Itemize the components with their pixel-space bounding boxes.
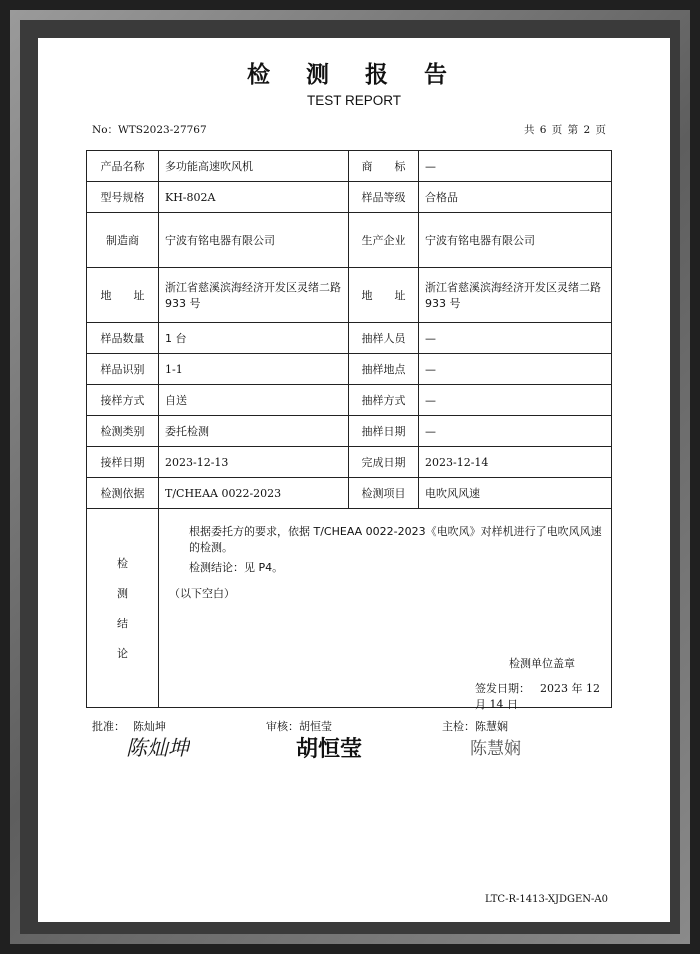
reviewer-name: 胡恒莹 <box>299 720 332 733</box>
label-cell: 样品等级 <box>349 182 419 213</box>
value-cell: 自送 <box>159 385 349 416</box>
value-cell: — <box>419 354 612 385</box>
label-cell: 型号规格 <box>87 182 159 213</box>
value-cell: 浙江省慈溪滨海经济开发区灵绪二路 933 号 <box>419 268 612 323</box>
document-code: LTC-R-1413-XJDGEN-A0 <box>484 894 608 905</box>
conclusion-basis-text: 根据委托方的要求，依据 T/CHEAA 0022-2023《电吹风》对样机进行了电吹风风速的检测。 <box>189 525 602 554</box>
table-row <box>87 447 612 478</box>
conclusion-label-char: 测 <box>117 587 128 600</box>
label-cell: 接样方式 <box>87 385 159 416</box>
conclusion-label-char: 结 <box>117 617 128 630</box>
value-cell: 2023-12-14 <box>419 447 612 478</box>
table-row <box>87 416 612 447</box>
report-title-cn: 检 测 报 告 <box>246 62 462 88</box>
conclusion-label-char: 论 <box>117 647 128 660</box>
value-cell: — <box>419 416 612 447</box>
label-cell: 地 址 <box>87 268 159 323</box>
label-cell: 制造商 <box>87 213 159 268</box>
value-cell: 合格品 <box>419 182 612 213</box>
label-cell: 样品识别 <box>87 354 159 385</box>
table-row <box>87 213 612 268</box>
approver-signature <box>124 732 190 762</box>
value-cell: T/CHEAA 0022-2023 <box>159 478 349 509</box>
blank-below-note: （以下空白） <box>169 587 235 600</box>
label-cell: 检测类别 <box>87 416 159 447</box>
label-cell: 抽样日期 <box>349 416 419 447</box>
value-cell: 1-1 <box>159 354 349 385</box>
label-cell: 抽样人员 <box>349 323 419 354</box>
issue-date <box>475 680 611 712</box>
label-cell: 抽样地点 <box>349 354 419 385</box>
report-number: No：WTS2023-27767 <box>92 124 207 136</box>
label-cell: 检测依据 <box>87 478 159 509</box>
conclusion-label-char: 检 <box>117 557 128 570</box>
label-cell: 地 址 <box>349 268 419 323</box>
report-table <box>86 150 612 711</box>
value-cell: KH-802A <box>159 182 349 213</box>
reviewer-signature-text: 胡恒莹 <box>296 737 363 762</box>
value-cell: 委托检测 <box>159 416 349 447</box>
table-row <box>87 323 612 354</box>
label-cell: 完成日期 <box>349 447 419 478</box>
value-cell: — <box>419 323 612 354</box>
page-info: 共 6 页 第 2 页 <box>523 124 606 136</box>
table-row <box>87 478 612 509</box>
value-cell: 电吹风风速 <box>419 478 612 509</box>
table-row <box>87 385 612 416</box>
value-cell: — <box>419 151 612 182</box>
main-inspector-signature-text: 陈慧娴 <box>470 739 521 759</box>
table-row <box>87 268 612 323</box>
approver-signature-text: 陈灿坤 <box>126 736 189 760</box>
issue-date-label: 签发日期： <box>475 682 530 695</box>
main-inspector-signature <box>468 732 524 762</box>
main-inspector-name: 陈慧娴 <box>475 720 508 733</box>
reviewer-label: 审核： <box>266 720 299 733</box>
value-cell: 1 台 <box>159 323 349 354</box>
conclusion-result-text: 检测结论：见 P4。 <box>189 561 284 574</box>
conclusion-content <box>159 509 612 711</box>
conclusion-row <box>87 509 612 708</box>
conclusion-label <box>87 509 159 708</box>
table-row <box>87 354 612 385</box>
stamp-text: 检测单位盖章 <box>509 657 575 670</box>
value-cell: 宁波有铭电器有限公司 <box>159 213 349 268</box>
label-cell: 商 标 <box>349 151 419 182</box>
value-cell: 2023-12-13 <box>159 447 349 478</box>
main-inspector-label: 主检： <box>442 720 475 733</box>
table-row <box>87 151 612 182</box>
value-cell: 多功能高速吹风机 <box>159 151 349 182</box>
reviewer-signature <box>294 732 364 764</box>
label-cell: 检测项目 <box>349 478 419 509</box>
approver-name: 陈灿坤 <box>133 720 166 733</box>
value-cell: — <box>419 385 612 416</box>
report-page <box>38 38 670 922</box>
report-title-en: TEST REPORT <box>306 93 402 108</box>
label-cell: 抽样方式 <box>349 385 419 416</box>
value-cell: 宁波有铭电器有限公司 <box>419 213 612 268</box>
issue-date-value: 2023 年 12 月 14 日 <box>475 682 600 711</box>
approver-label: 批准： <box>92 720 125 733</box>
label-cell: 接样日期 <box>87 447 159 478</box>
label-cell: 样品数量 <box>87 323 159 354</box>
table-row <box>87 182 612 213</box>
value-cell: 浙江省慈溪滨海经济开发区灵绪二路 933 号 <box>159 268 349 323</box>
label-cell: 产品名称 <box>87 151 159 182</box>
label-cell: 生产企业 <box>349 213 419 268</box>
